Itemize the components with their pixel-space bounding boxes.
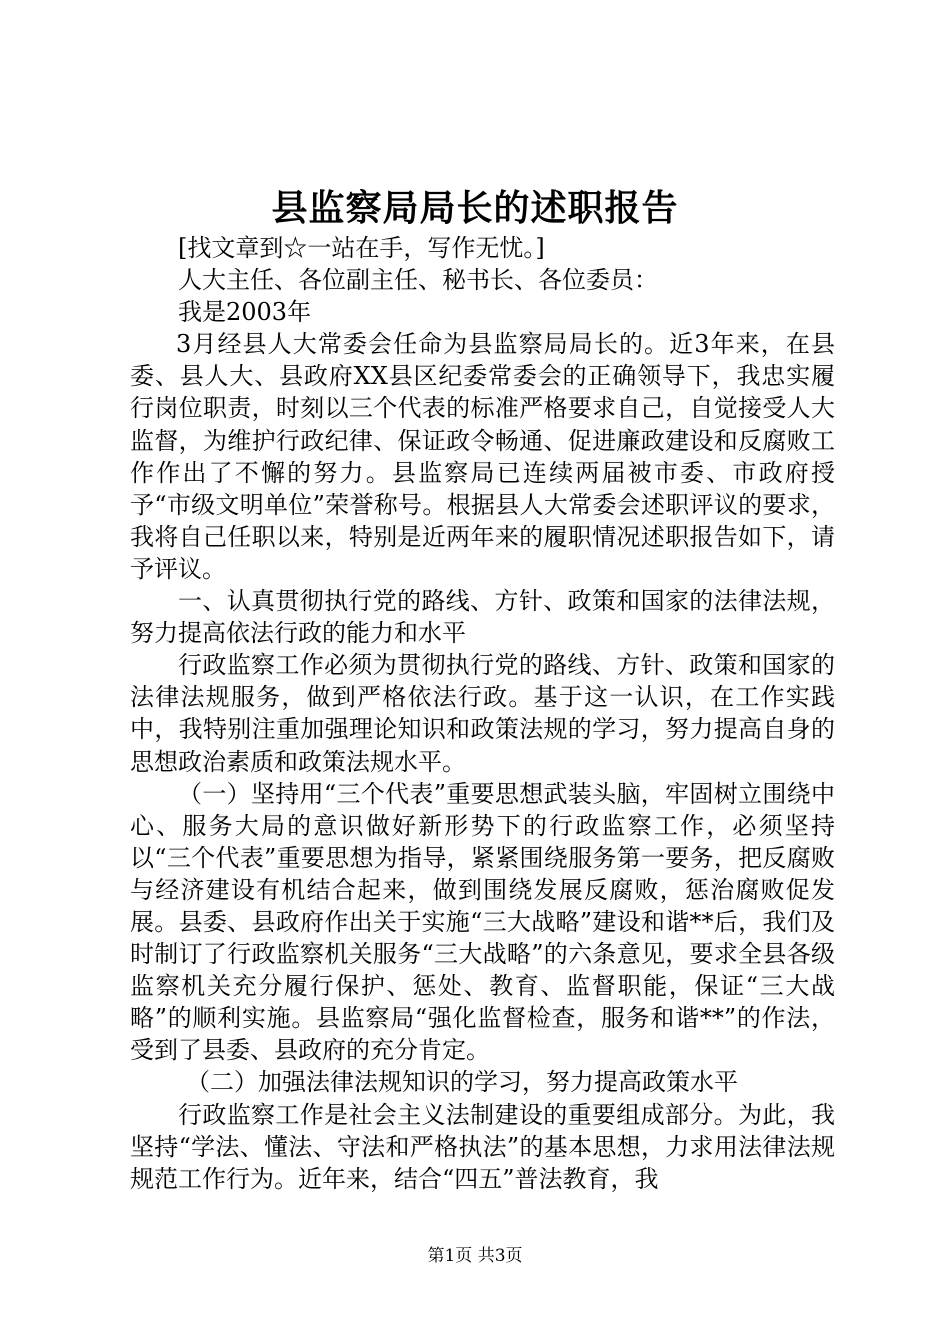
section-heading-1: 一、认真贯彻执行党的路线、方针、政策和国家的法律法规，努力提高依法行政的能力和水平: [130, 587, 835, 648]
paragraph-salutation: 人大主任、各位副主任、秘书长、各位委员：: [178, 266, 658, 295]
document-body: [130, 232, 835, 1195]
paragraph-source-note: [找文章到☆一站在手，写作无忧。]: [178, 234, 545, 262]
paragraph-subsection-1: （一）坚持用“三个代表”重要思想武装头脑，牢固树立围绕中心、服务大局的意识做好新形势下的行政监察工作，必须坚持以“三个代表”重要思想为指导，紧紧围绕服务第一要务，把反腐败与经济建设有机结合起来，做到围绕发展反腐败，惩治腐败促发展。县委、县政府作出关于实施“三大战略”建设和谐**后，我们及时制订了行政监察机关服务“三大战略”的六条意见，要求全县各级监察机关充分履行保护、惩处、教育、监督职能，保证“三大战略”的顺利实施。县监察局“强化监督检查，服务和谐**”的作法，受到了县委、县政府的充分肯定。: [130, 779, 835, 1065]
paragraph-intro-start: 我是2003年: [178, 298, 312, 327]
paragraph-section-1: 行政监察工作必须为贯彻执行党的路线、方针、政策和国家的法律法规服务，做到严格依法行政。基于这一认识，在工作实践中，我特别注重加强理论知识和政策法规的学习，努力提高自身的思想政治素质和政策法规水平。: [130, 651, 835, 776]
page-footer: 第1页 共3页: [427, 1246, 523, 1266]
document-title: 县监察局局长的述职报告: [271, 187, 679, 229]
paragraph-subsection-2: 行政监察工作是社会主义法制建设的重要组成部分。为此，我坚持“学法、懂法、守法和严格执法”的基本思想，力求用法律法规规范工作行为。近年来，结合“四五”普法教育，我: [130, 1100, 835, 1193]
subsection-heading-2: （二）加强法律法规知识的学习，努力提高政策水平: [186, 1068, 738, 1097]
paragraph-intro: 3月经县人大常委会任命为县监察局局长的。近3年来，在县委、县人大、县政府XX县区纪委常委会的正确领导下，我忠实履行岗位职责，时刻以三个代表的标准严格要求自己，自觉接受人大监督，为维护行政纪律、保证政令畅通、促进廉政建设和反腐败工作作出了不懈的努力。县监察局已连续两届被市委、市政府授予“市级文明单位”荣誉称号。根据县人大常委会述职评议的要求，我将自己任职以来，特别是近两年来的履职情况述职报告如下，请予评议。: [130, 330, 835, 583]
